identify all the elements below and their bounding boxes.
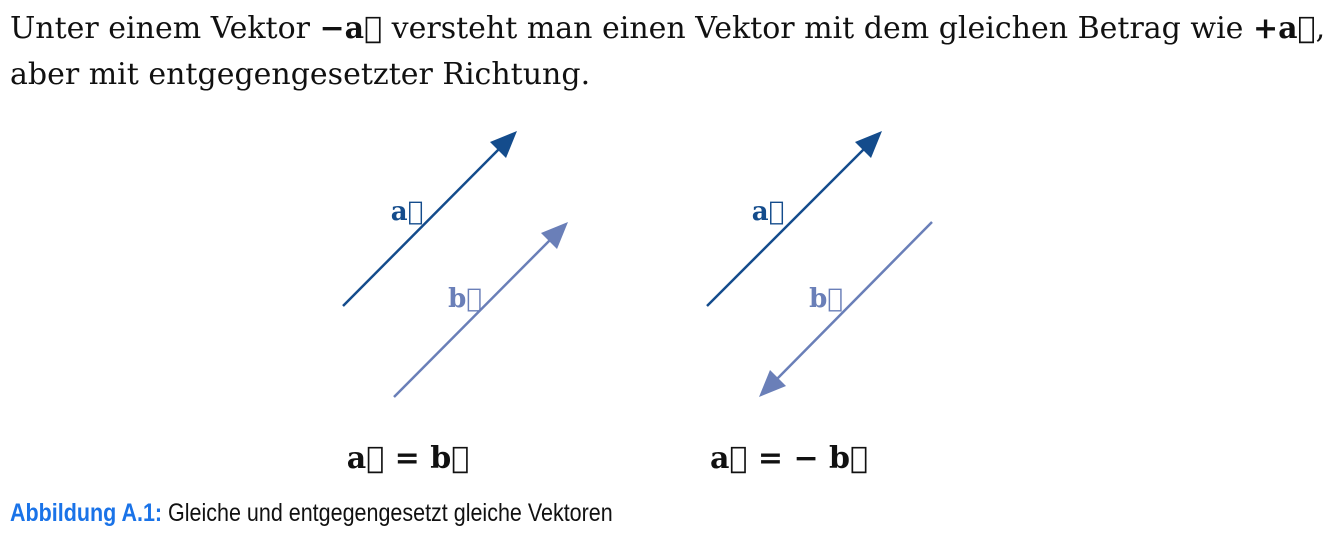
caption-label: Abbildung A.1: [10, 499, 163, 527]
left-vector-b-label: b⃗ [448, 284, 482, 314]
right-vector-b-label: b⃗ [809, 284, 843, 314]
right-panel [707, 131, 932, 476]
left-vector-b-line [394, 237, 553, 397]
left-panel [343, 131, 568, 476]
right-vector-a-label: a⃗ [751, 197, 785, 227]
figure-caption [10, 496, 613, 530]
paragraph-line1-part1: Unter einem Vektor [10, 11, 320, 46]
caption-text: Gleiche und entgegengesetzt gleiche Vektoren [168, 499, 613, 527]
paragraph-line2: aber mit entgegengesetzter Richtung. [10, 57, 591, 92]
paragraph-line1-part3: , [1315, 11, 1325, 46]
right-vector-a-line [707, 146, 867, 306]
left-vector-a-label: a⃗ [390, 197, 424, 227]
right-vector-b-line [775, 222, 932, 381]
neg-vector-a: −a⃗ [319, 11, 383, 46]
paragraph-line1-part2: versteht man einen Vektor mit dem gleichen Betrag wie [382, 11, 1253, 46]
left-equation: a⃗ = b⃗ [346, 441, 470, 476]
pos-vector-a: +a⃗ [1252, 11, 1316, 46]
right-equation: a⃗ = − b⃗ [709, 441, 869, 476]
